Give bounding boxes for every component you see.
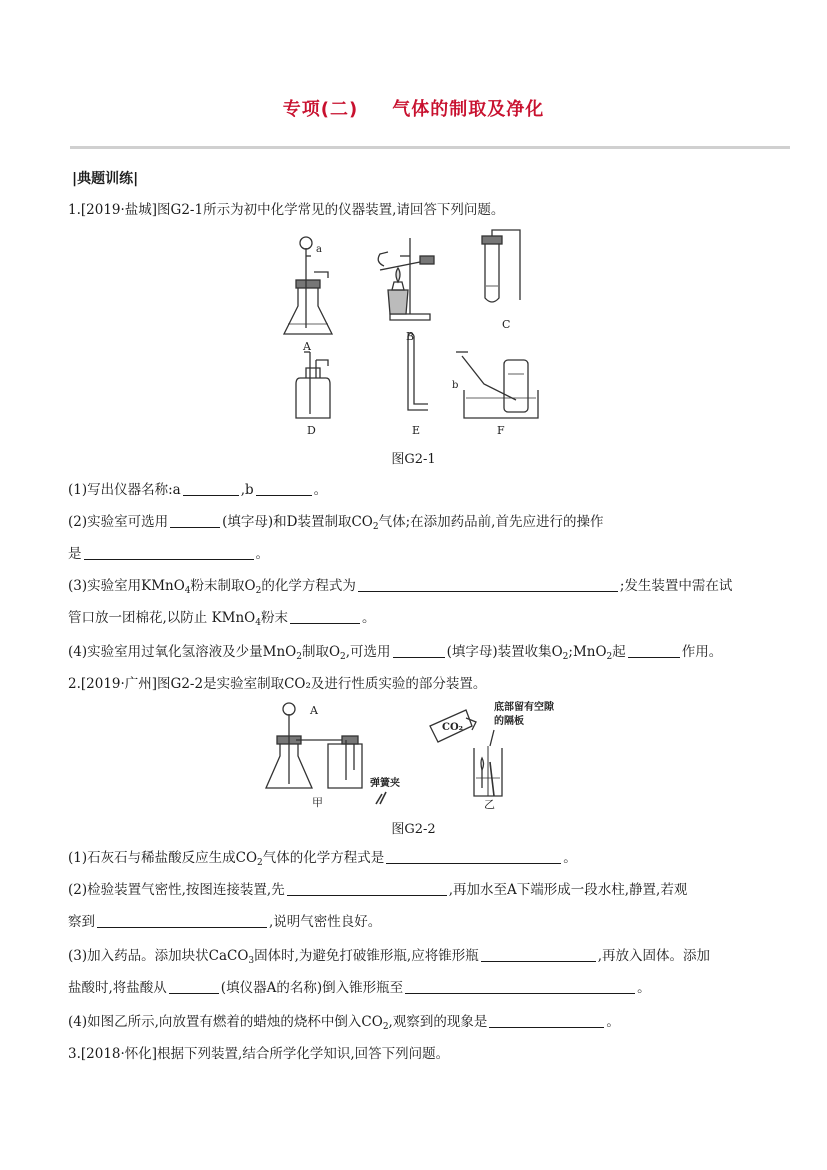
q2-part1: (1)石灰石与稀盐酸反应生成$CO_2$气体的化学方程式是 。 — [68, 850, 577, 868]
answer-blank[interactable] — [405, 979, 635, 994]
answer-blank[interactable] — [170, 513, 220, 528]
answer-blank[interactable] — [481, 947, 596, 962]
figure-g2-1 — [280, 228, 550, 438]
label-instrument-b: b — [452, 380, 459, 391]
q1-stem: 1.[2019·盐城]图G2-1所示为初中化学常见的仪器装置,请回答下列问题。 — [68, 202, 505, 218]
label-f-apparatus: F — [497, 424, 505, 437]
q2-part3-cont: 盐酸时,将盐酸从 (填仪器A的名称)倒入锥形瓶至 。 — [68, 980, 651, 996]
label-yi: 乙 — [484, 798, 495, 811]
apparatus-e — [408, 333, 428, 410]
answer-blank[interactable] — [97, 913, 267, 928]
apparatus-d — [296, 352, 330, 418]
answer-blank[interactable] — [287, 881, 447, 896]
q1-part1: (1)写出仪器名称:a ,b 。 — [68, 482, 328, 498]
label-d-apparatus: D — [307, 424, 316, 437]
answer-blank[interactable] — [290, 609, 360, 624]
answer-blank[interactable] — [256, 481, 312, 496]
apparatus-b — [378, 238, 434, 320]
figure-caption-g2-2: 图G2-2 — [391, 822, 436, 837]
label-b-apparatus: B — [406, 330, 415, 343]
label-clamp: 弹簧夹 — [370, 778, 400, 789]
answer-blank[interactable] — [183, 481, 239, 496]
label-a-apparatus: A — [303, 340, 311, 353]
figure-caption-g2-1: 图G2-1 — [391, 452, 436, 467]
label-funnel-a: A — [310, 704, 318, 717]
answer-blank[interactable] — [393, 643, 445, 658]
q2-part2: (2)检验装置气密性,按图连接装置,先 ,再加水至A下端形成一段水柱,静置,若观 — [68, 882, 688, 898]
q1-part2: (2)实验室可选用 (填字母)和D装置制取$CO_2$气体;在添加药品前,首先应进行的操作 — [68, 514, 604, 532]
label-c-apparatus: C — [502, 318, 511, 331]
q1-part3: (3)实验室用KMnO$_4$粉末制取$O_2$的化学方程式为 ;发生装置中需在试 — [68, 578, 733, 596]
q2-stem: 2.[2019·广州]图G2-2是实验室制取CO₂及进行性质实验的部分装置。 — [68, 676, 487, 692]
q2-part3: (3)加入药品。添加块状CaCO$_3$固体时,为避免打破锥形瓶,应将锥形瓶 ,再放入固体。添加 — [68, 948, 711, 966]
answer-blank[interactable] — [84, 545, 254, 560]
answer-blank[interactable] — [489, 1013, 604, 1028]
label-instrument-a: a — [316, 244, 322, 255]
answer-blank[interactable] — [169, 979, 219, 994]
q3-stem: 3.[2018·怀化]根据下列装置,结合所学化学知识,回答下列问题。 — [68, 1046, 450, 1062]
q2-part4: (4)如图乙所示,向放置有燃着的蜡烛的烧杯中倒入$CO_2$,观察到的现象是 。 — [68, 1014, 620, 1032]
title-divider — [70, 146, 790, 149]
q2-part2-cont: 察到 ,说明气密性良好。 — [68, 914, 382, 930]
answer-blank[interactable] — [386, 849, 561, 864]
label-partition-note2: 的隔板 — [494, 716, 524, 727]
label-partition-note1: 底部留有空隙 — [494, 702, 554, 713]
answer-blank[interactable] — [628, 643, 680, 658]
figure-g2-2 — [262, 700, 554, 811]
apparatus-f — [456, 352, 538, 418]
label-co2-bottle: CO₂ — [442, 722, 464, 733]
q1-part4: (4)实验室用过氧化氢溶液及少量MnO$_2$制取$O_2$,可选用 (填字母)装置收集$O_2;MnO_2$起 作用。 — [68, 644, 723, 662]
apparatus-a — [284, 237, 332, 334]
page-title: 专项(二) 气体的制取及净化 — [282, 99, 545, 120]
section-label: |典题训练| — [72, 171, 139, 187]
label-jia: 甲 — [312, 796, 323, 809]
apparatus-c — [482, 230, 520, 302]
q1-part2-cont: 是 。 — [68, 546, 269, 562]
q1-part3-cont: 管口放一团棉花,以防止 KMnO$_4$粉末 。 — [68, 610, 376, 628]
label-e-apparatus: E — [412, 424, 421, 437]
answer-blank[interactable] — [358, 577, 618, 592]
